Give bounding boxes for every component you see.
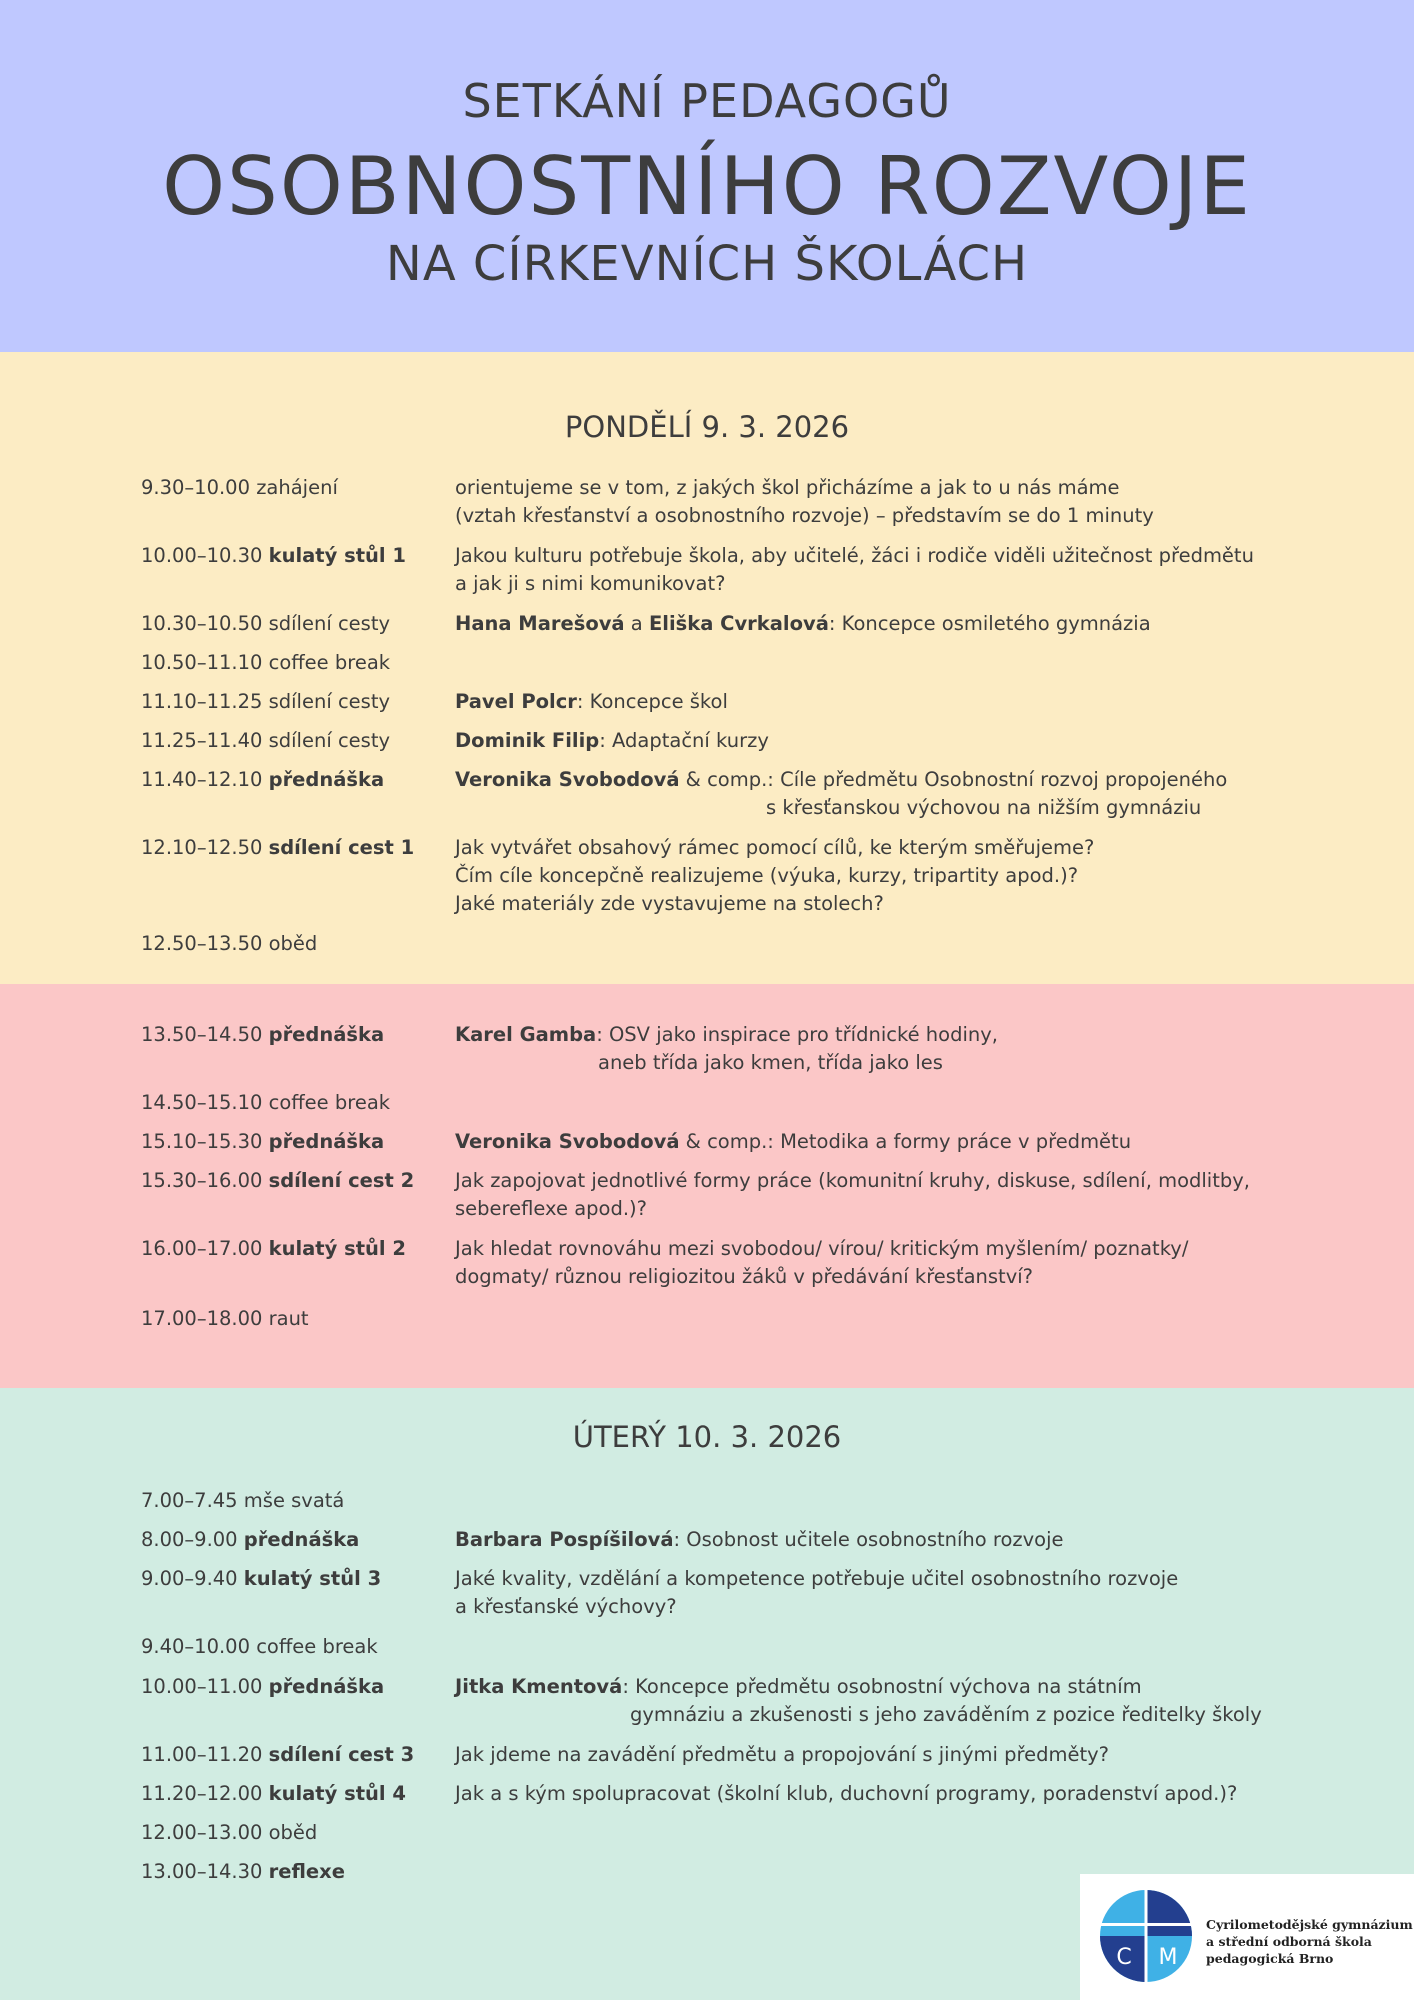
- row-description: Jak hledat rovnováhu mezi svobodou/ vírou/ kritickým myšlením/ poznatky/ dogmaty/ různou religiozitou žáků v předávání křesťanství?: [455, 1237, 1189, 1288]
- row-time: 11.25–11.40 sdílení cesty: [141, 729, 391, 752]
- school-emblem-icon: [1098, 1888, 1194, 1984]
- speaker-name: Karel Gamba: [455, 1023, 597, 1046]
- title-line-1: SETKÁNÍ PEDAGOGŮ: [462, 74, 952, 128]
- row-time: 13.50–14.50 přednáška: [141, 1023, 385, 1046]
- speaker-name: Veronika Svobodová: [455, 1130, 680, 1153]
- row-time: 8.00–9.00 přednáška: [141, 1528, 360, 1551]
- row-time: 13.00–14.30 reflexe: [141, 1860, 345, 1883]
- row-time: 14.50–15.10 coffee break: [141, 1091, 391, 1114]
- speaker-name: Veronika Svobodová: [455, 768, 680, 791]
- speaker-name: Barbara Pospíšilová: [455, 1528, 674, 1551]
- row-time: 9.00–9.40 kulatý stůl 3: [141, 1567, 382, 1590]
- row-time: 11.20–12.00 kulatý stůl 4: [141, 1782, 406, 1805]
- row-description: Jak a s kým spolupracovat (školní klub, duchovní programy, poradenství apod.)?: [455, 1782, 1238, 1805]
- row-time: 10.00–10.30 kulatý stůl 1: [141, 544, 406, 567]
- speaker-name: Jitka Kmentová: [455, 1675, 623, 1698]
- tuesday-day-title: ÚTERÝ 10. 3. 2026: [572, 1420, 842, 1454]
- row-description: Jak zapojovat jednotlivé formy práce (komunitní kruhy, diskuse, sdílení, modlitby, sebereflexe apod.)?: [455, 1169, 1250, 1220]
- row-description: Jitka Kmentová: Koncepce předmětu osobnostní výchova na státním gymnáziu a zkušenosti s jeho zaváděním z pozice ředitelky školy: [455, 1675, 1262, 1726]
- row-description: Pavel Polcr: Koncepce škol: [455, 690, 728, 713]
- row-description: Jak vytvářet obsahový rámec pomocí cílů, ke kterým směřujeme? Čím cíle koncepčně realizujeme (výuka, kurzy, tripartity apod.)? Jaké materiály zde vystavujeme na stolech?: [455, 836, 1095, 915]
- monday-day-title: PONDĚLÍ 9. 3. 2026: [564, 410, 850, 444]
- svg-text:M: M: [1158, 1945, 1178, 1970]
- row-description: Dominik Filip: Adaptační kurzy: [455, 729, 769, 752]
- monday-afternoon-section: [0, 984, 1414, 1388]
- row-description: Jak jdeme na zavádění předmětu a propojování s jinými předměty?: [455, 1743, 1109, 1766]
- speaker-name: Dominik Filip: [455, 729, 600, 752]
- school-logo: [1080, 1874, 1414, 2000]
- row-time: 11.00–11.20 sdílení cest 3: [141, 1743, 415, 1766]
- school-name: Cyrilometodějské gymnázium a střední odborná škola pedagogická Brno: [1206, 1917, 1413, 1966]
- row-time: 9.30–10.00 zahájení: [141, 476, 338, 499]
- row-description: Barbara Pospíšilová: Osobnost učitele osobnostního rozvoje: [455, 1528, 1064, 1551]
- title-line-2: OSOBNOSTNÍHO ROZVOJE: [162, 140, 1252, 233]
- row-time: 12.50–13.50 oběd: [141, 932, 318, 955]
- row-time: 11.40–12.10 přednáška: [141, 768, 385, 791]
- row-time: 12.00–13.00 oběd: [141, 1821, 318, 1844]
- speaker-name: Eliška Cvrkalová: [648, 612, 829, 635]
- row-description: Jaké kvality, vzdělání a kompetence potřebuje učitel osobnostního rozvoje a křesťanské výchovy?: [455, 1567, 1179, 1618]
- monday-morning-section: [0, 352, 1414, 984]
- row-time: 12.10–12.50 sdílení cest 1: [141, 836, 415, 859]
- title-banner: [0, 0, 1414, 352]
- row-time: 11.10–11.25 sdílení cesty: [141, 690, 391, 713]
- speaker-name: Pavel Polcr: [455, 690, 577, 713]
- row-time: 17.00–18.00 raut: [141, 1307, 309, 1330]
- speaker-name: Hana Marešová: [455, 612, 625, 635]
- row-description: Veronika Svobodová & comp.: Metodika a formy práce v předmětu: [455, 1130, 1132, 1153]
- row-time: 16.00–17.00 kulatý stůl 2: [141, 1237, 406, 1260]
- svg-text:C: C: [1116, 1945, 1132, 1970]
- row-description: orientujeme se v tom, z jakých škol přicházíme a jak to u nás máme (vztah křesťanství a osobnostního rozvoje) – představím se do 1 minuty: [455, 476, 1154, 527]
- row-time: 10.30–10.50 sdílení cesty: [141, 612, 391, 635]
- row-description: Jakou kulturu potřebuje škola, aby učitelé, žáci i rodiče viděli užitečnost předmětu a jak ji s nimi komunikovat?: [455, 544, 1254, 595]
- row-time: 9.40–10.00 coffee break: [141, 1635, 378, 1658]
- row-description: Hana Marešová a Eliška Cvrkalová: Koncepce osmiletého gymnázia: [455, 612, 1151, 635]
- row-time: 10.50–11.10 coffee break: [141, 651, 391, 674]
- row-description: Karel Gamba: OSV jako inspirace pro třídnické hodiny, aneb třída jako kmen, třída jako les: [455, 1023, 998, 1074]
- row-description: Veronika Svobodová & comp.: Cíle předmětu Osobnostní rozvoj propojeného s křesťanskou výchovou na nižším gymnáziu: [455, 768, 1228, 819]
- row-time: 15.10–15.30 přednáška: [141, 1130, 385, 1153]
- title-line-3: NA CÍRKEVNÍCH ŠKOLÁCH: [385, 236, 1029, 292]
- row-time: 15.30–16.00 sdílení cest 2: [141, 1169, 415, 1192]
- row-time: 10.00–11.00 přednáška: [141, 1675, 385, 1698]
- row-time: 7.00–7.45 mše svatá: [141, 1489, 345, 1512]
